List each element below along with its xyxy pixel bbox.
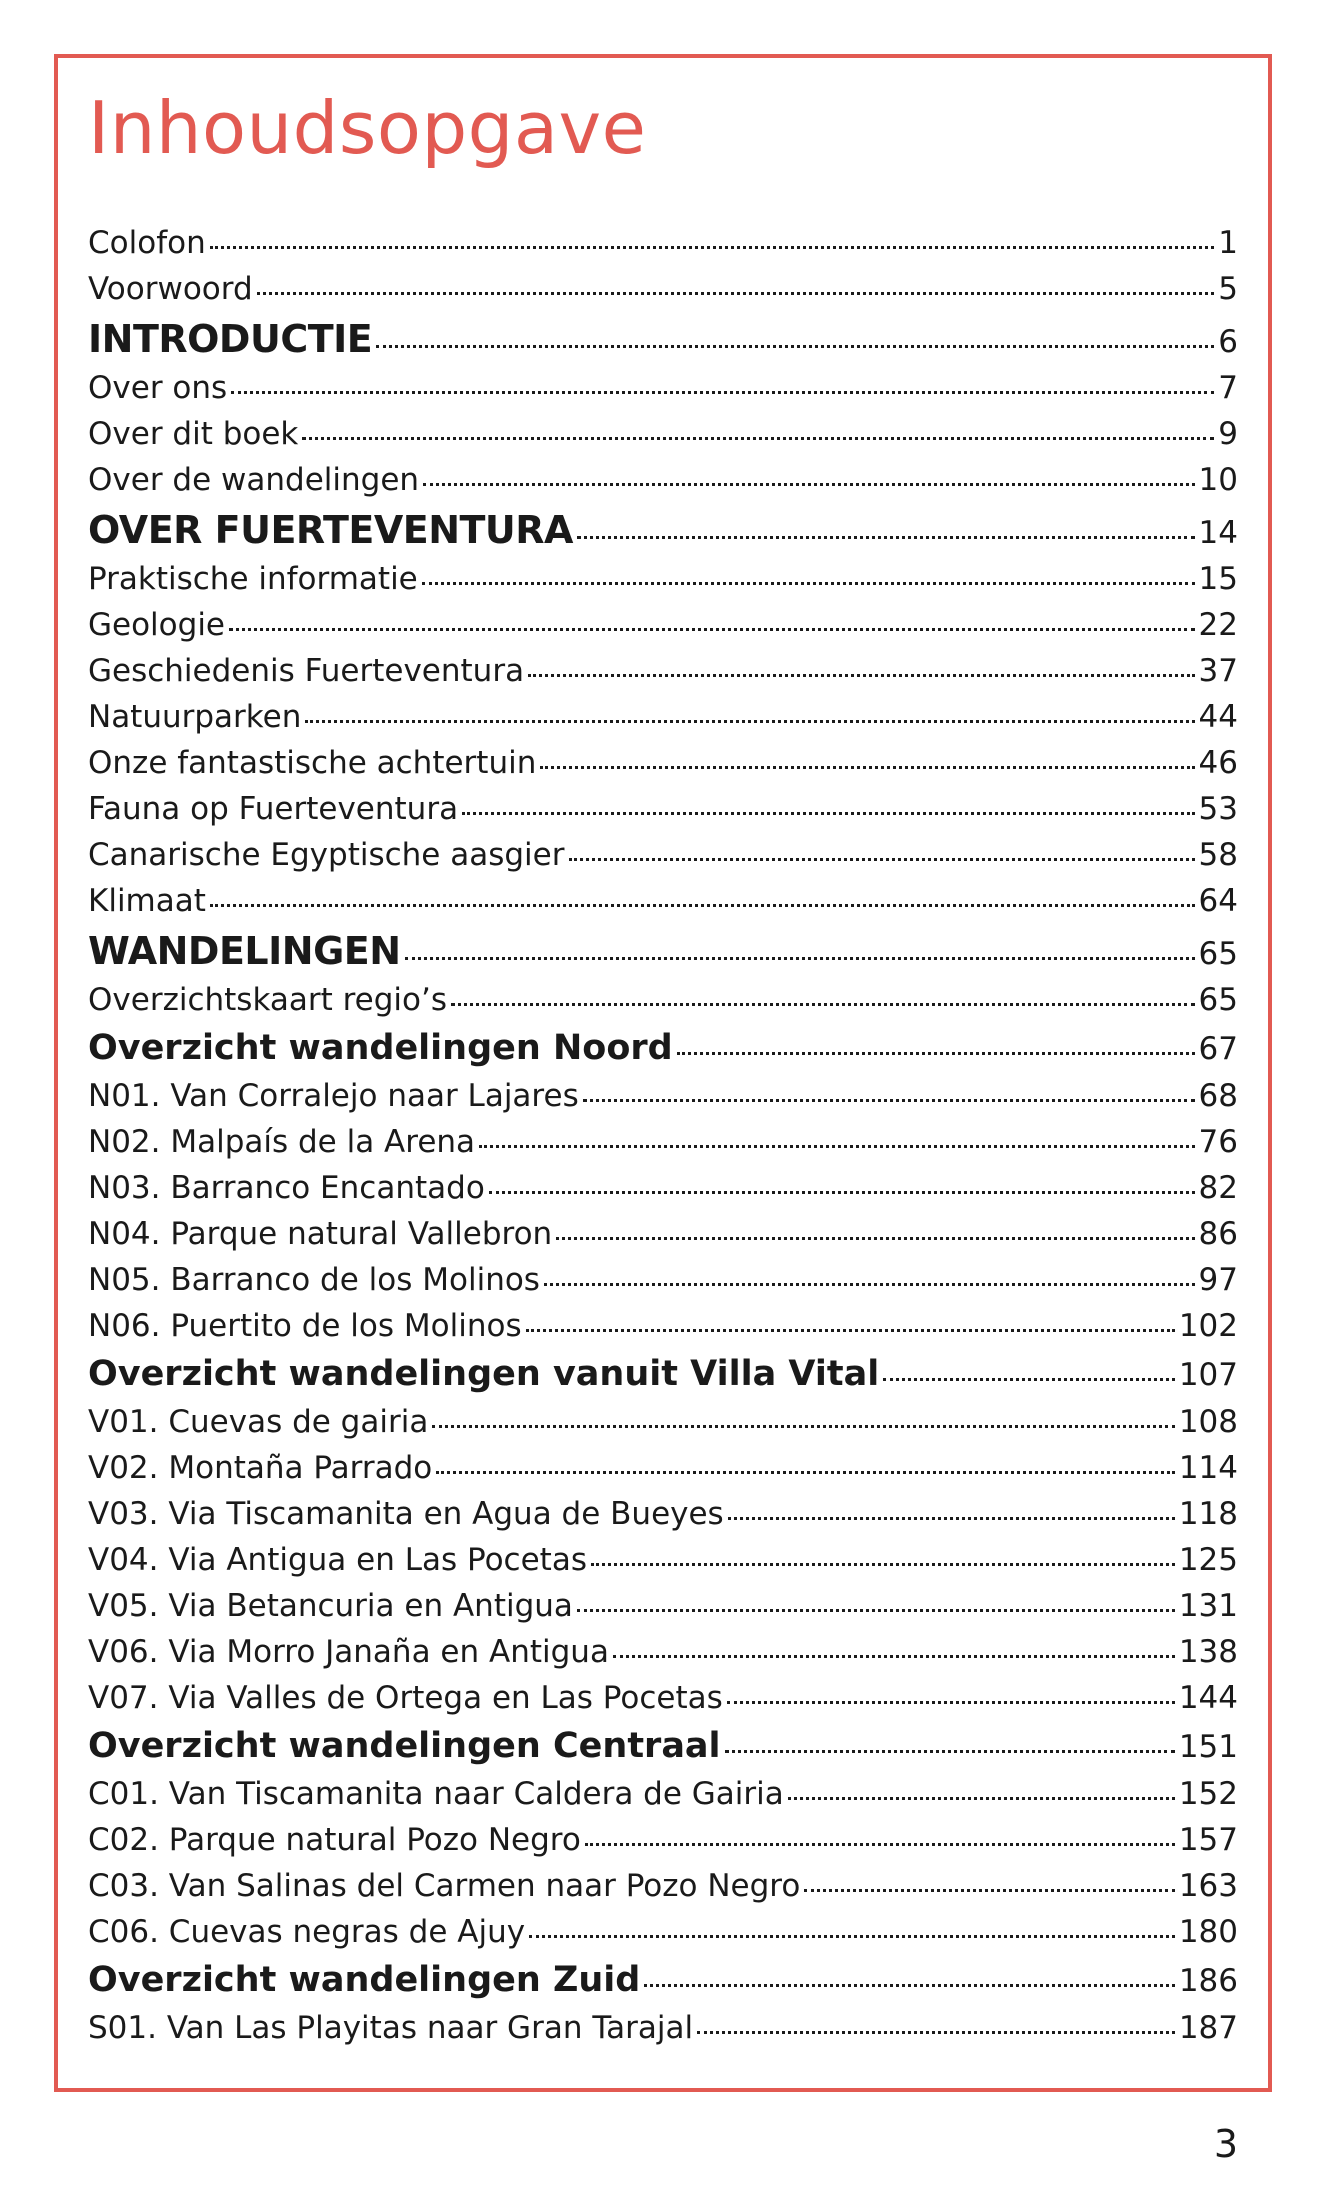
- toc-entry-page: 186: [1178, 1963, 1238, 1999]
- toc-entry-page: 37: [1198, 653, 1238, 689]
- toc-group-row[interactable]: [88, 1726, 1238, 1776]
- toc-entry-label: V02. Montaña Parrado: [88, 1450, 433, 1486]
- toc-entry-label: Geschiedenis Fuerteventura: [88, 653, 525, 689]
- toc-entry-page: 118: [1178, 1496, 1238, 1532]
- toc-entry-page: 64: [1198, 883, 1238, 919]
- toc-entry-label: S01. Van Las Playitas naar Gran Tarajal: [88, 2010, 694, 2046]
- toc-entry-page: 5: [1218, 271, 1238, 307]
- dot-leader: [556, 1237, 1194, 1240]
- toc-entry-row[interactable]: [88, 370, 1238, 416]
- toc-entry-label: Voorwoord: [88, 271, 253, 307]
- toc-entry-label: Geologie: [88, 607, 226, 643]
- toc-entry-label: Over de wandelingen: [88, 462, 420, 498]
- toc-entry-row[interactable]: [88, 699, 1238, 745]
- toc-entry-row[interactable]: [88, 1078, 1238, 1124]
- toc-entry-page: 151: [1178, 1729, 1238, 1765]
- toc-entry-row[interactable]: [88, 1450, 1238, 1496]
- dot-leader: [544, 1283, 1195, 1286]
- toc-group-row[interactable]: [88, 1960, 1238, 2010]
- dot-leader: [376, 345, 1214, 348]
- toc-entry-label: Canarische Egyptische aasgier: [88, 837, 565, 873]
- toc-entry-label: Klimaat: [88, 883, 206, 919]
- dot-leader: [479, 1145, 1195, 1148]
- dot-leader: [788, 1797, 1175, 1800]
- dot-leader: [257, 292, 1215, 295]
- toc-entry-page: 58: [1198, 837, 1238, 873]
- toc-entry-row[interactable]: [88, 1822, 1238, 1868]
- dot-leader: [436, 1471, 1175, 1474]
- dot-leader: [644, 1984, 1175, 1987]
- dot-leader: [432, 1425, 1175, 1428]
- toc-entry-label: C02. Parque natural Pozo Negro: [88, 1822, 581, 1858]
- toc-entry-label: INTRODUCTIE: [88, 317, 373, 361]
- toc-entry-row[interactable]: [88, 1776, 1238, 1822]
- toc-entry-page: 6: [1218, 324, 1238, 360]
- dot-leader: [231, 391, 1214, 394]
- toc-entry-row[interactable]: [88, 883, 1238, 929]
- toc-entry-row[interactable]: [88, 1262, 1238, 1308]
- dot-leader: [210, 904, 1195, 907]
- toc-entry-label: Natuurparken: [88, 699, 302, 735]
- dot-leader: [728, 1517, 1175, 1520]
- toc-entry-row[interactable]: [88, 1170, 1238, 1216]
- toc-entry-label: Over ons: [88, 370, 228, 406]
- toc-group-row[interactable]: [88, 1028, 1238, 1078]
- toc-entry-page: 157: [1178, 1822, 1238, 1858]
- toc-entry-page: 107: [1178, 1357, 1238, 1393]
- toc-entry-page: 97: [1198, 1262, 1238, 1298]
- dot-leader: [591, 1563, 1175, 1566]
- toc-entry-page: 10: [1198, 462, 1238, 498]
- toc-entry-label: C03. Van Salinas del Carmen naar Pozo Negro: [88, 1868, 801, 1904]
- toc-entry-row[interactable]: [88, 2010, 1238, 2056]
- toc-entry-page: 22: [1198, 607, 1238, 643]
- toc-entry-page: 68: [1198, 1078, 1238, 1114]
- toc-entry-label: C06. Cuevas negras de Ajuy: [88, 1914, 526, 1950]
- toc-entry-row[interactable]: [88, 1680, 1238, 1726]
- dot-leader: [529, 1935, 1175, 1938]
- dot-leader: [210, 246, 1215, 249]
- dot-leader: [725, 1750, 1175, 1753]
- toc-entry-page: 114: [1178, 1450, 1238, 1486]
- dot-leader: [302, 437, 1214, 440]
- toc-entry-row[interactable]: [88, 982, 1238, 1028]
- toc-entry-label: Over dit boek: [88, 416, 299, 452]
- toc-entry-label: N01. Van Corralejo naar Lajares: [88, 1078, 579, 1114]
- dot-leader: [423, 483, 1195, 486]
- toc-entry-row[interactable]: [88, 607, 1238, 653]
- toc-entry-label: Fauna op Fuerteventura: [88, 791, 459, 827]
- dot-leader: [569, 858, 1195, 861]
- toc-entry-page: 131: [1178, 1588, 1238, 1624]
- dot-leader: [585, 1843, 1175, 1846]
- toc-entry-page: 46: [1198, 745, 1238, 781]
- toc-entry-row[interactable]: [88, 1634, 1238, 1680]
- toc-group-row[interactable]: [88, 1354, 1238, 1404]
- toc-entry-label: OVER FUERTEVENTURA: [88, 508, 573, 552]
- toc-entry-label: Overzicht wandelingen Centraal: [88, 1726, 721, 1766]
- toc-entry-label: C01. Van Tiscamanita naar Caldera de Gairia: [88, 1776, 784, 1812]
- toc-entry-label: N04. Parque natural Vallebron: [88, 1216, 553, 1252]
- toc-entry-page: 53: [1198, 791, 1238, 827]
- toc-entry-label: V04. Via Antigua en Las Pocetas: [88, 1542, 587, 1578]
- dot-leader: [451, 1003, 1195, 1006]
- toc-entry-page: 1: [1218, 225, 1238, 261]
- toc-entry-page: 86: [1198, 1216, 1238, 1252]
- toc-entry-row[interactable]: [88, 462, 1238, 508]
- toc-entry-row[interactable]: [88, 1124, 1238, 1170]
- toc-entry-page: 152: [1178, 1776, 1238, 1812]
- toc-entry-page: 138: [1178, 1634, 1238, 1670]
- toc-entry-row[interactable]: [88, 1542, 1238, 1588]
- dot-leader: [577, 536, 1195, 539]
- toc-entry-label: N06. Puertito de los Molinos: [88, 1308, 522, 1344]
- toc-entry-page: 163: [1178, 1868, 1238, 1904]
- dot-leader: [804, 1889, 1174, 1892]
- toc-entry-row[interactable]: [88, 1868, 1238, 1914]
- toc-entry-label: V01. Cuevas de gairia: [88, 1404, 429, 1440]
- table-of-contents: [88, 225, 1238, 2056]
- page-title: Inhoudsopgave: [88, 86, 647, 170]
- dot-leader: [883, 1378, 1175, 1381]
- toc-entry-label: Overzicht wandelingen Noord: [88, 1028, 673, 1068]
- toc-entry-label: N03. Barranco Encantado: [88, 1170, 485, 1206]
- toc-entry-row[interactable]: [88, 1404, 1238, 1450]
- toc-entry-label: V06. Via Morro Janaña en Antigua: [88, 1634, 609, 1670]
- toc-entry-page: 125: [1178, 1542, 1238, 1578]
- dot-leader: [526, 1329, 1175, 1332]
- toc-entry-label: Onze fantastische achtertuin: [88, 745, 537, 781]
- toc-entry-page: 76: [1198, 1124, 1238, 1160]
- toc-entry-row[interactable]: [88, 791, 1238, 837]
- toc-entry-page: 9: [1218, 416, 1238, 452]
- toc-entry-row[interactable]: [88, 271, 1238, 317]
- toc-entry-page: 65: [1198, 982, 1238, 1018]
- dot-leader: [528, 674, 1194, 677]
- toc-entry-row[interactable]: [88, 416, 1238, 462]
- toc-entry-page: 187: [1178, 2010, 1238, 2046]
- toc-entry-label: N05. Barranco de los Molinos: [88, 1262, 540, 1298]
- toc-entry-page: 67: [1198, 1031, 1238, 1067]
- toc-entry-page: 102: [1178, 1308, 1238, 1344]
- dot-leader: [229, 628, 1195, 631]
- toc-section-row[interactable]: [88, 317, 1238, 370]
- toc-entry-row[interactable]: [88, 653, 1238, 699]
- toc-entry-row[interactable]: [88, 1308, 1238, 1354]
- toc-entry-label: Colofon: [88, 225, 206, 261]
- toc-entry-page: 65: [1198, 936, 1238, 972]
- dot-leader: [540, 766, 1194, 769]
- dot-leader: [422, 582, 1195, 585]
- toc-section-row[interactable]: [88, 929, 1238, 982]
- dot-leader: [305, 720, 1194, 723]
- toc-entry-label: V03. Via Tiscamanita en Agua de Bueyes: [88, 1496, 724, 1532]
- toc-entry-label: Overzichtskaart regio’s: [88, 982, 447, 1018]
- dot-leader: [405, 957, 1195, 960]
- toc-entry-row[interactable]: [88, 225, 1238, 271]
- dot-leader: [677, 1052, 1195, 1055]
- page-number: 3: [1213, 2122, 1238, 2166]
- toc-entry-row[interactable]: [88, 1496, 1238, 1542]
- toc-entry-label: WANDELINGEN: [88, 929, 401, 973]
- toc-entry-row[interactable]: [88, 1216, 1238, 1262]
- toc-entry-page: 82: [1198, 1170, 1238, 1206]
- dot-leader: [489, 1191, 1195, 1194]
- dot-leader: [613, 1655, 1175, 1658]
- toc-entry-row[interactable]: [88, 561, 1238, 607]
- dot-leader: [462, 812, 1194, 815]
- toc-entry-page: 108: [1178, 1404, 1238, 1440]
- toc-entry-page: 7: [1218, 370, 1238, 406]
- toc-entry-row[interactable]: [88, 745, 1238, 791]
- dot-leader: [577, 1609, 1175, 1612]
- toc-entry-page: 15: [1198, 561, 1238, 597]
- dot-leader: [727, 1701, 1175, 1704]
- toc-entry-label: Overzicht wandelingen vanuit Villa Vital: [88, 1354, 880, 1394]
- dot-leader: [697, 2031, 1175, 2034]
- toc-entry-page: 14: [1198, 515, 1238, 551]
- toc-entry-label: Praktische informatie: [88, 561, 418, 597]
- toc-entry-row[interactable]: [88, 837, 1238, 883]
- toc-entry-label: V07. Via Valles de Ortega en Las Pocetas: [88, 1680, 723, 1716]
- toc-entry-row[interactable]: [88, 1914, 1238, 1960]
- toc-entry-page: 144: [1178, 1680, 1238, 1716]
- toc-entry-page: 180: [1178, 1914, 1238, 1950]
- dot-leader: [583, 1099, 1195, 1102]
- toc-entry-label: Overzicht wandelingen Zuid: [88, 1960, 641, 2000]
- toc-entry-page: 44: [1198, 699, 1238, 735]
- toc-entry-label: N02. Malpaís de la Arena: [88, 1124, 476, 1160]
- toc-entry-row[interactable]: [88, 1588, 1238, 1634]
- toc-entry-label: V05. Via Betancuria en Antigua: [88, 1588, 573, 1624]
- toc-section-row[interactable]: [88, 508, 1238, 561]
